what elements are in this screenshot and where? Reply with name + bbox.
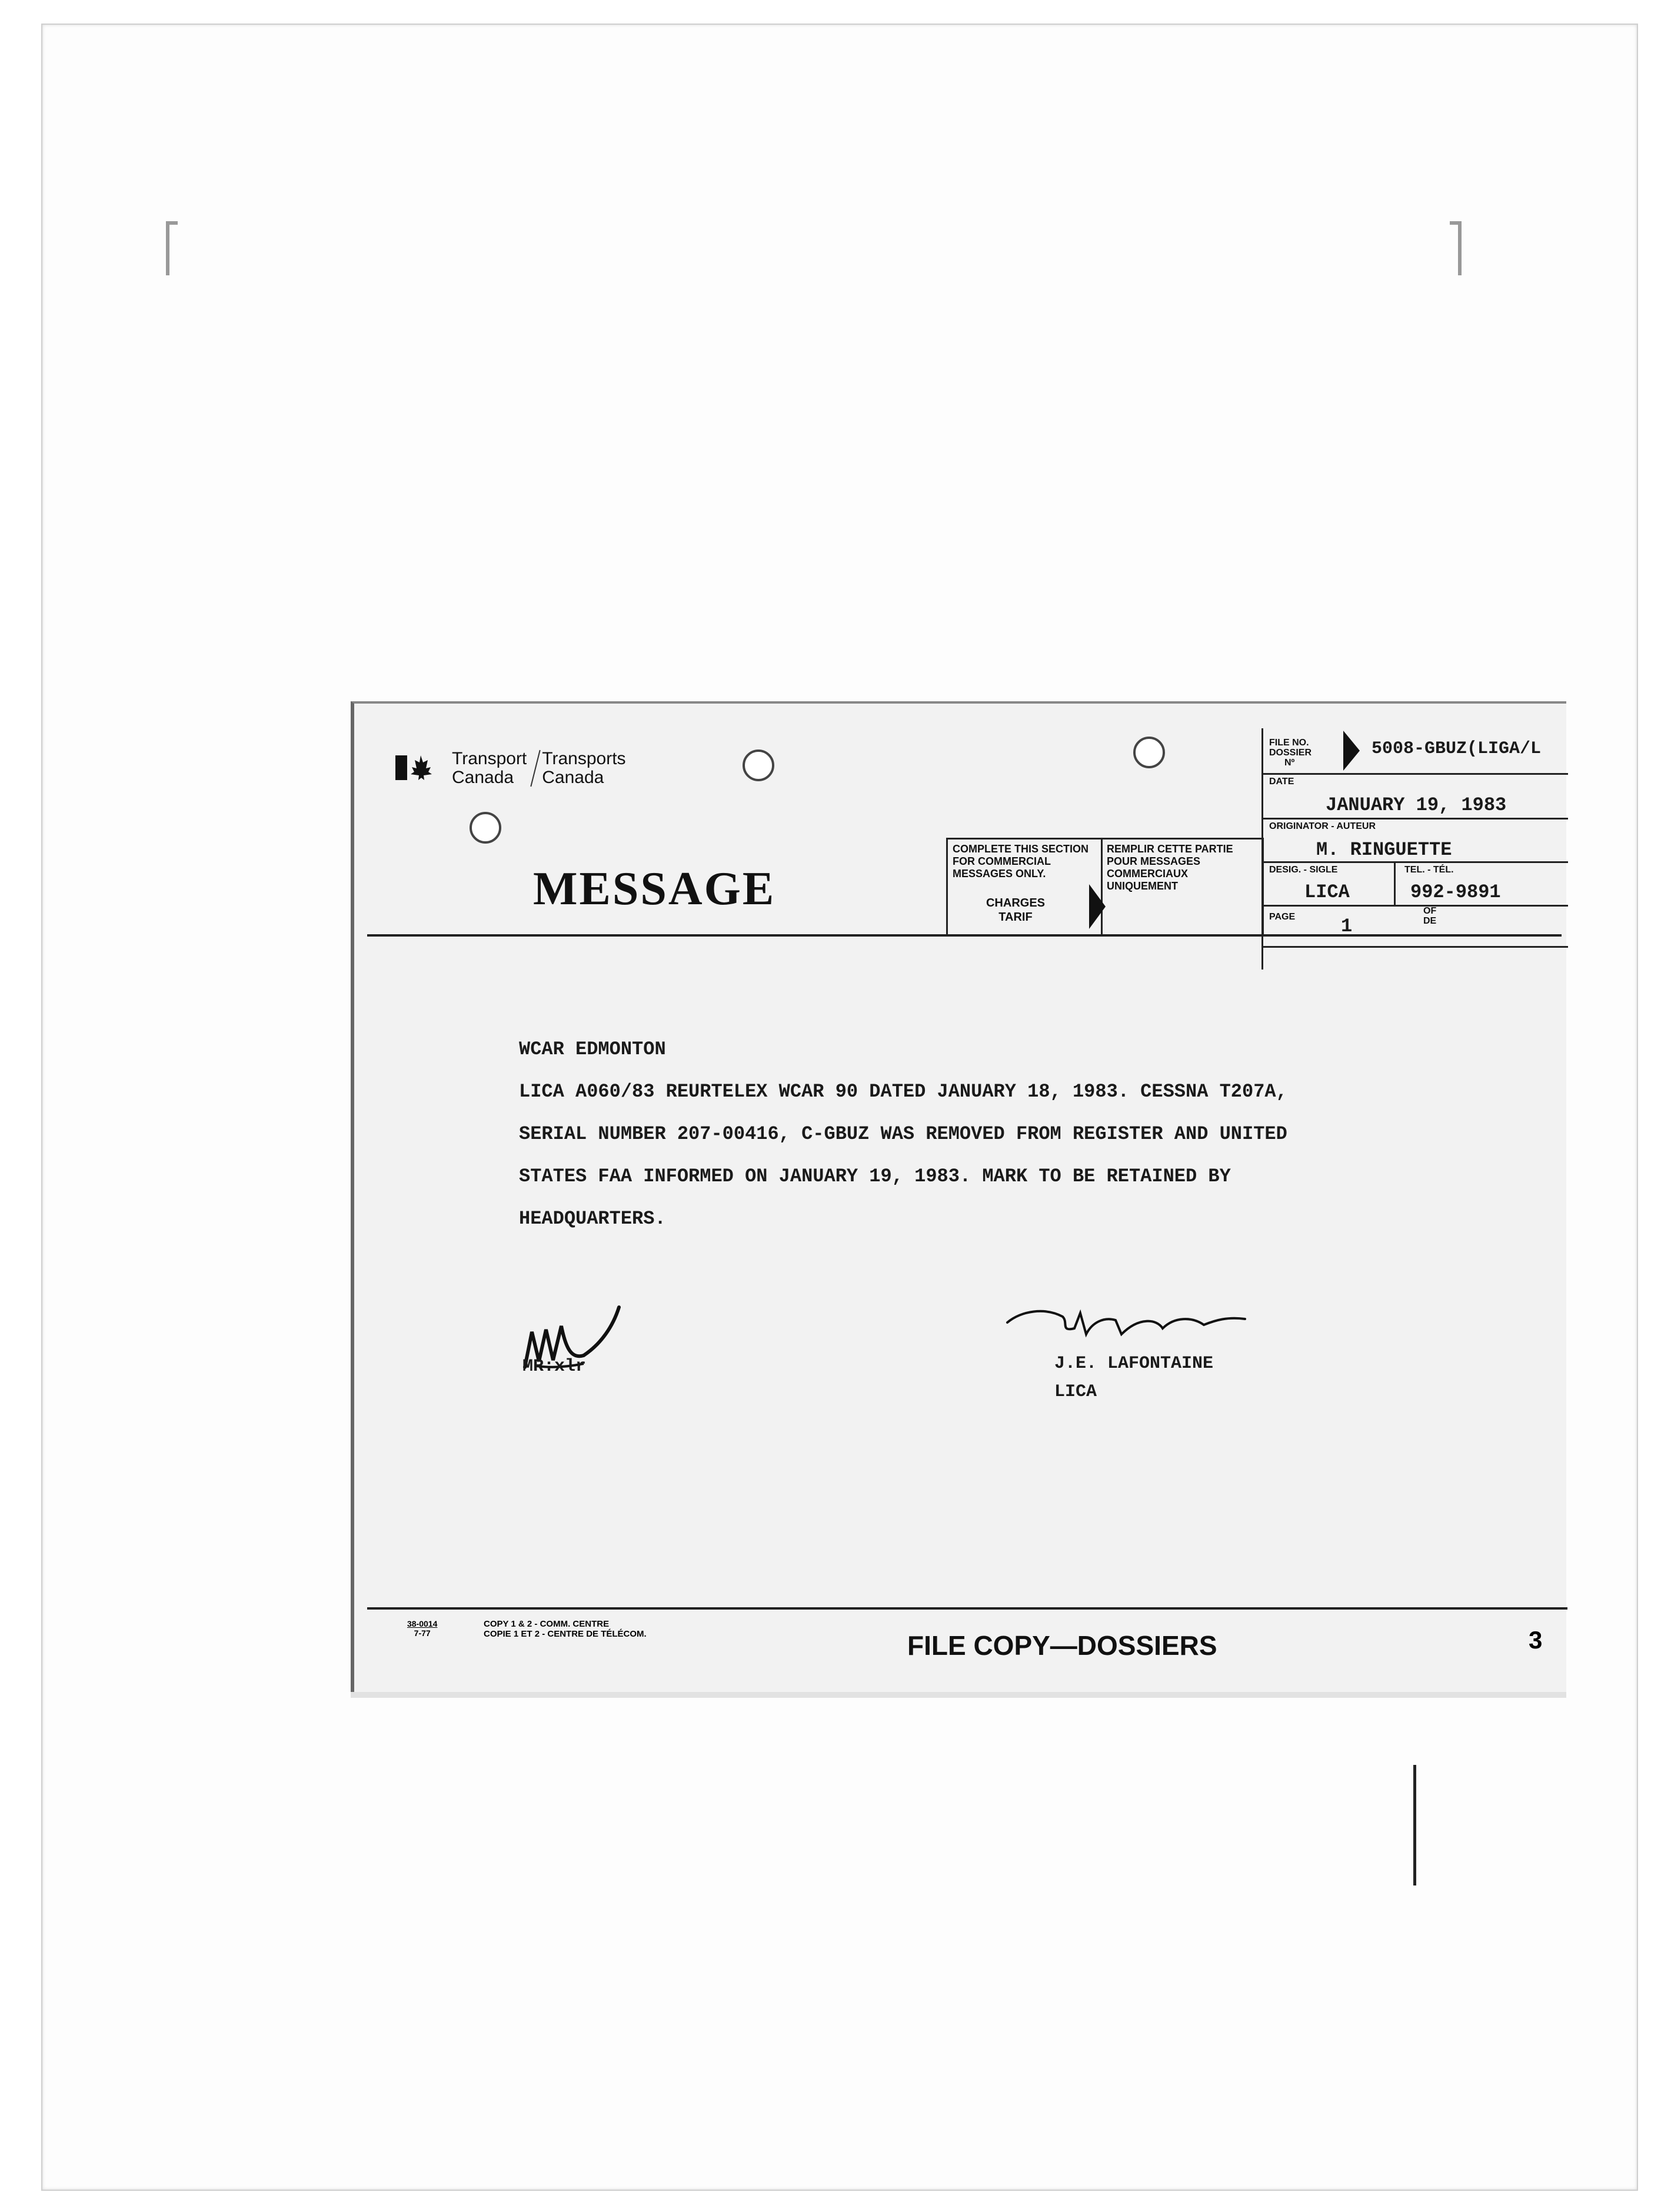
header-info-grid bbox=[1261, 728, 1568, 970]
logo-en-line-1: Transport bbox=[452, 749, 527, 768]
tel-value: 992-9891 bbox=[1410, 881, 1501, 903]
tel-label: TEL. - TÉL. bbox=[1404, 865, 1454, 875]
signer-block bbox=[1054, 1350, 1213, 1406]
typist-initials: MR:xlr bbox=[522, 1357, 587, 1377]
logo-fr-line-1: Transports bbox=[542, 749, 626, 768]
date-label: DATE bbox=[1269, 777, 1294, 787]
charges-section bbox=[946, 838, 1264, 935]
desig-tel-divider bbox=[1394, 861, 1396, 905]
punch-hole bbox=[470, 812, 501, 844]
charges-note-en: COMPLETE THIS SECTION FOR COMMERCIAL MESSAGES ONLY. bbox=[953, 843, 1089, 880]
body-line-4: HEADQUARTERS. bbox=[519, 1208, 666, 1230]
page-number: 3 bbox=[1529, 1626, 1543, 1654]
page-value: 1 bbox=[1341, 915, 1353, 937]
file-number-row bbox=[1263, 728, 1568, 775]
charges-label-fr: TARIF bbox=[998, 911, 1033, 924]
file-copy-label: FILE COPY—DOSSIERS bbox=[907, 1630, 1217, 1661]
charges-label-en: CHARGES bbox=[986, 897, 1045, 910]
body-line-3: STATES FAA INFORMED ON JANUARY 19, 1983. MARK TO BE RETAINED BY bbox=[519, 1165, 1231, 1187]
charges-label bbox=[948, 896, 1083, 924]
crop-mark-top-right bbox=[1450, 221, 1462, 275]
addressee-line: WCAR EDMONTON bbox=[519, 1038, 666, 1060]
logo-divider bbox=[531, 750, 541, 787]
arrow-right-icon bbox=[1343, 731, 1360, 771]
transport-canada-logo bbox=[395, 749, 634, 787]
file-number-label: FILE NO. DOSSIER Nº bbox=[1269, 738, 1312, 768]
body-line-1: LICA A060/83 REURTELEX WCAR 90 DATED JANUARY 18, 1983. CESSNA T207A, bbox=[519, 1081, 1287, 1102]
originator-label: ORIGINATOR - AUTEUR bbox=[1269, 821, 1376, 831]
copy-distribution-note bbox=[484, 1619, 647, 1639]
logo-en-line-2: Canada bbox=[452, 768, 514, 787]
signer-name: J.E. LAFONTAINE bbox=[1054, 1354, 1214, 1374]
charges-note-fr: REMPLIR CETTE PARTIE POUR MESSAGES COMMERCIAUX UNIQUEMENT bbox=[1107, 843, 1233, 892]
desig-label: DESIG. - SIGLE bbox=[1269, 865, 1338, 875]
copy-note-fr: COPIE 1 ET 2 - CENTRE DE TÉLÉCOM. bbox=[484, 1629, 647, 1639]
originator-value: M. RINGUETTE bbox=[1316, 839, 1452, 861]
page-label: PAGE bbox=[1269, 912, 1296, 922]
of-label: OF DE bbox=[1423, 906, 1437, 926]
desig-value: LICA bbox=[1304, 881, 1350, 903]
signer-unit: LICA bbox=[1054, 1382, 1097, 1402]
message-body bbox=[519, 1028, 1460, 1240]
logo-fr-line-2: Canada bbox=[542, 768, 604, 787]
copy-note-en: COPY 1 & 2 - COMM. CENTRE bbox=[484, 1619, 610, 1629]
punch-hole bbox=[743, 749, 774, 781]
footer-rule bbox=[367, 1607, 1567, 1610]
date-value: JANUARY 19, 1983 bbox=[1326, 794, 1507, 816]
body-line-2: SERIAL NUMBER 207-00416, C-GBUZ WAS REMOVED FROM REGISTER AND UNITED bbox=[519, 1123, 1287, 1145]
form-title: MESSAGE bbox=[533, 863, 776, 915]
signature bbox=[1004, 1299, 1274, 1358]
message-form bbox=[351, 701, 1566, 1692]
crop-mark-top-left bbox=[166, 221, 178, 275]
date-row bbox=[1263, 773, 1568, 819]
charges-left-panel bbox=[948, 840, 1103, 935]
arrow-right-icon bbox=[1089, 884, 1106, 929]
originator-row bbox=[1263, 818, 1568, 863]
scan-artifact-line bbox=[1413, 1765, 1416, 1885]
desig-tel-row bbox=[1263, 861, 1568, 907]
punch-hole bbox=[1133, 737, 1165, 768]
form-code: 38-0014 7-77 bbox=[407, 1619, 438, 1638]
canada-flag-icon bbox=[395, 752, 434, 782]
page-row bbox=[1263, 905, 1568, 948]
file-number-value: 5008-GBUZ(LIGA/L bbox=[1372, 739, 1542, 759]
